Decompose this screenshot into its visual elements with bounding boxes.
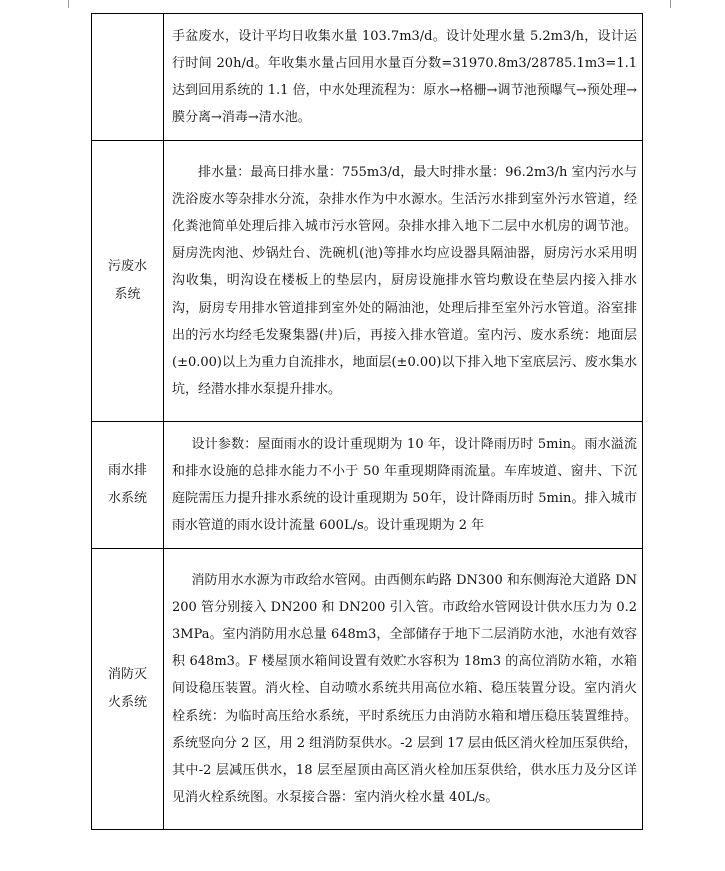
table-row [92, 549, 643, 830]
row-text: 排水量：最高日排水量：755m3/d，最大时排水量：96.2m3/h 室内污水与洗浴废水等杂排水分流，杂排水作为中水源水。生活污水排到室外污水管道，经化粪池简单处理后排入城市污水管网。杂排水排入地下二层中水机房的调节池。厨房洗肉池、炒锅灶台、洗碗机(池)等排水均应设器具隔油器，厨房污水采用明沟收集，明沟设在楼板上的垫层内，厨房设施排水管均敷设在垫层内接入排水沟，厨房专用排水管道排到室外处的隔油池，处理后排至室外污水管道。浴室排出的污水均经毛发聚集器(井)后，再接入排水管道。室内污、废水系统：地面层(±0.00)以上为重力自流排水，地面层(±0.00)以下排入地下室底层污、废水集水坑，经潜水排水泵提升排水。 [172, 164, 637, 398]
row-text: 手盆废水，设计平均日收集水量 103.7m3/d。设计处理水量 5.2m3/h，设计运行时间 20h/d。年收集水量占回用水量百分数=31970.8m3/28785.1m3=1.1 达到回用系统的 1.1 倍，中水处理流程为：原水→格栅→调节池预曝气→预处理→膜分离→消毒→清水池。 [172, 28, 637, 126]
row-label-empty [92, 14, 164, 141]
row-label-fire-system: 消防灭火系统 [92, 549, 164, 830]
table-row [92, 422, 643, 549]
row-label-rainwater-system: 雨水排水系统 [92, 422, 164, 549]
row-text: 设计参数：屋面雨水的设计重现期为 10 年，设计降雨历时 5min。雨水溢流和排水设施的总排水能力不小于 50 年重现期降雨流量。车库坡道、窗井、下沉庭院需压力提升排水系统的设计重现期为 50年，设计降雨历时 5min。排入城市雨水管道的雨水设计流量 600L/s。设计重现期为 2 年 [172, 436, 637, 534]
sewage-system-description [164, 141, 643, 422]
drainage-system-spec-table [91, 13, 643, 830]
table-row [92, 141, 643, 422]
fire-system-description [164, 549, 643, 830]
table-row [92, 14, 643, 141]
rainwater-system-description [164, 422, 643, 549]
reclaimed-water-description [164, 14, 643, 141]
page-corner-mark-left [68, 0, 69, 8]
page-corner-mark-right [670, 0, 671, 8]
row-text: 消防用水水源为市政给水管网。由西侧东屿路 DN300 和东侧海沧大道路 DN200 管分别接入 DN200 和 DN200 引入管。市政给水管网设计供水压力为 0.23MPa。室内消防用水总量 648m3，全部储存于地下二层消防水池，水池有效容积 648m3。F 楼屋顶水箱间设置有效贮水容积为 18m3 的高位消防水箱，水箱间设稳压装置。消火栓、自动喷水系统共用高位水箱、稳压装置分设。室内消火栓系统：为临时高压给水系统，平时系统压力由消防水箱和增压稳压装置维持。系统竖向分 2 区，用 2 组消防泵供水。-2 层到 17 层由低区消火栓加压泵供给，其中-2 层减压供水，18 层至屋顶由高区消火栓加压泵供给，供水压力及分区详见消火栓系统图。水泵接合器：室内消火栓水量 40L/s。 [172, 572, 637, 806]
row-label-sewage-system: 污废水系统 [92, 141, 164, 422]
